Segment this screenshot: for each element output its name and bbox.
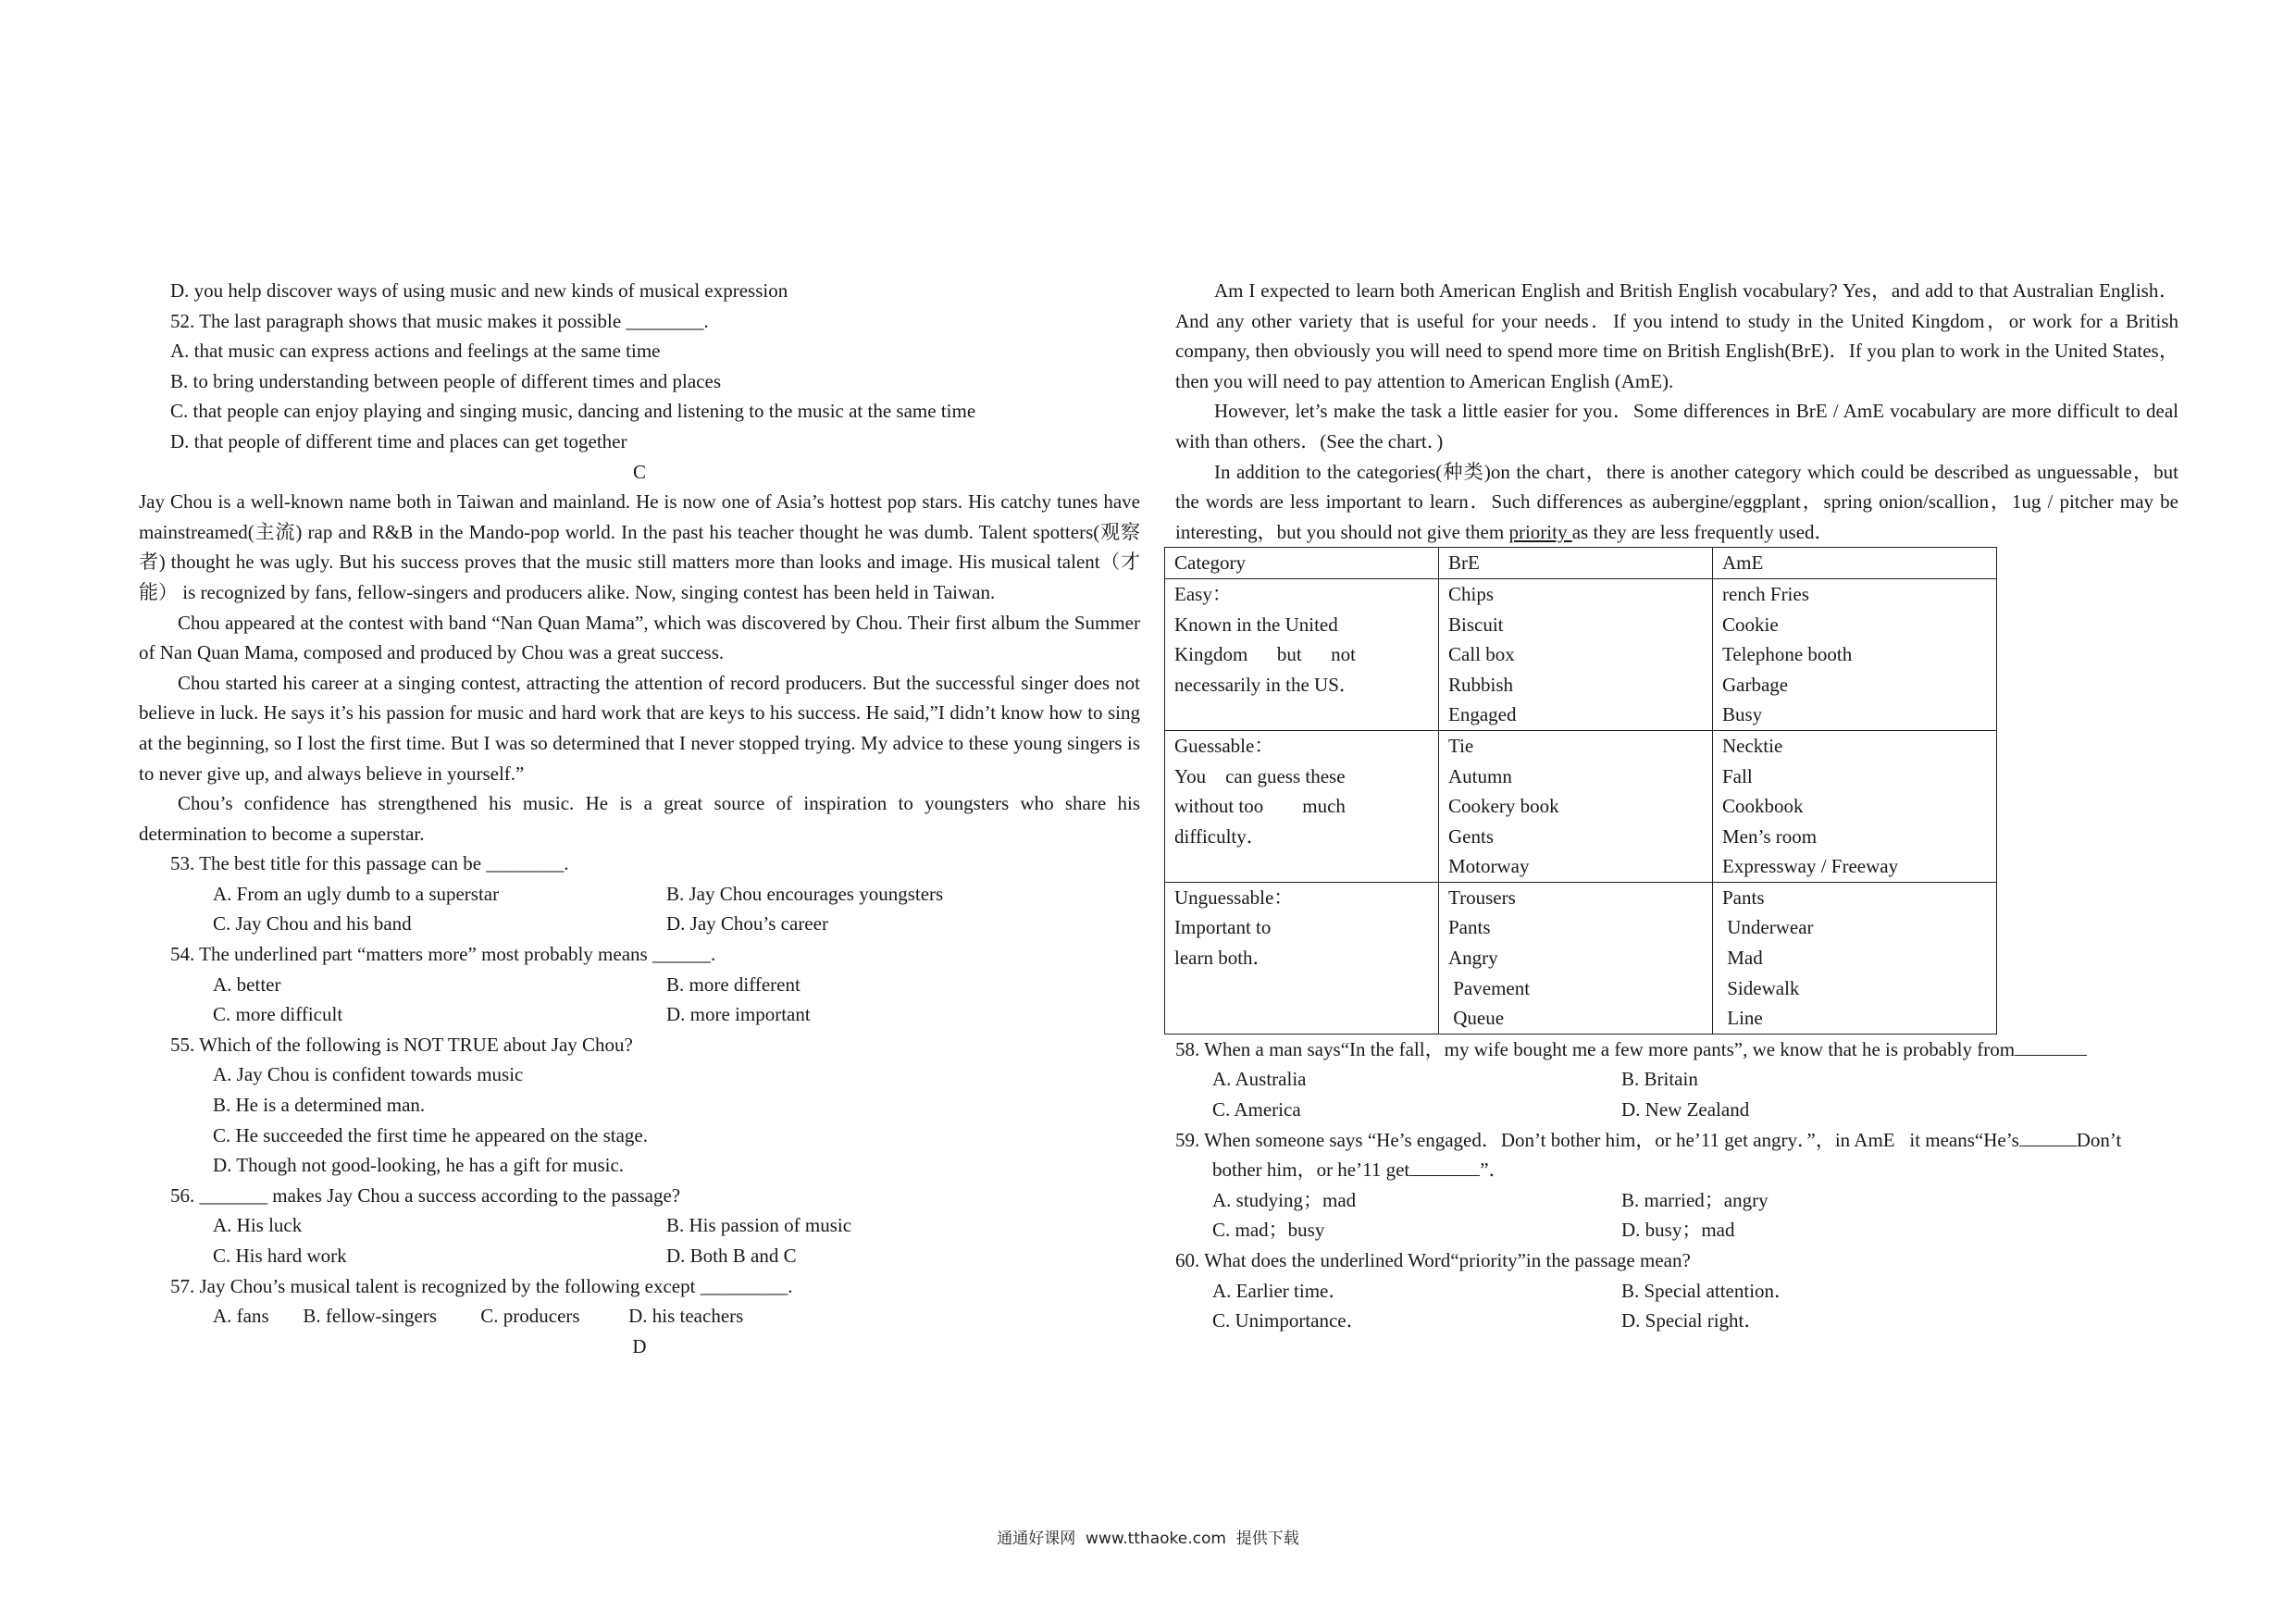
header-category: Category — [1165, 548, 1439, 579]
cell-line: Important to — [1174, 916, 1272, 939]
q59-option-d: D. busy；mad — [1621, 1219, 1735, 1242]
q56-stem: 56. _______ makes Jay Chou a success according to the passage? — [170, 1183, 681, 1207]
passage-paragraph-4: Chou’s confidence has strengthened his music. He is a great source of inspiration to youngsters who share his determination to become a superstar. — [139, 792, 1140, 845]
q58-option-b: B. Britain — [1621, 1068, 1698, 1091]
q53-stem: 53. The best title for this passage can be ________. — [170, 852, 569, 875]
cell-line: Expressway / Freeway — [1722, 855, 1899, 878]
cell-line: Sidewalk — [1722, 976, 1800, 999]
q54-options-row-1 — [139, 970, 1140, 1000]
q56-option-d: D. Both B and C — [666, 1245, 797, 1267]
q53-option-c: C. Jay Chou and his band — [213, 912, 412, 935]
category-cell — [1165, 578, 1439, 730]
intro-paragraph-2: However, let’s make the task a little easier for you．Some differences in BrE / AmE vocabulary are more difficult to deal with than others．(See the chart．) — [1175, 400, 2178, 452]
cell-line: Telephone booth — [1722, 643, 1853, 666]
table-row-easy — [1165, 578, 1997, 730]
q59-stem: 59. When someone says “He’s engaged．Don’t bother him，or he’11 get angry．”，in AmE it means“He’s Don’t — [1175, 1128, 2122, 1151]
cell-line: You can guess these — [1174, 764, 1346, 787]
cell-line: Known in the United — [1174, 613, 1338, 636]
q54-option-b: B. more different — [666, 973, 800, 996]
q58-option-a: A. Australia — [1212, 1068, 1307, 1091]
q54-option-d: D. more important — [666, 1003, 811, 1026]
cell-line: Autumn — [1448, 764, 1512, 787]
q60-option-c: C. Unimportance． — [1212, 1309, 1366, 1332]
q59-options-row-2 — [1175, 1215, 2178, 1245]
q53-options-row-2 — [139, 909, 1140, 939]
cell-line: without too much — [1174, 795, 1346, 818]
q52-option-a: A. that music can express actions and feelings at the same time — [170, 340, 661, 363]
cell-line: Motorway — [1448, 855, 1530, 878]
q52-option-b: B. to bring understanding between people of different times and places — [170, 369, 722, 392]
q51-option-d: D. you help discover ways of using music and new kinds of musical expression — [170, 279, 788, 302]
cell-line: Engaged — [1448, 703, 1517, 726]
table-row-guessable — [1165, 730, 1997, 882]
answer-blank — [2015, 1036, 2087, 1056]
q60-option-a: A. Earlier time． — [1212, 1279, 1348, 1302]
bre-cell — [1439, 730, 1713, 882]
section-c-heading: C — [632, 460, 646, 483]
ame-cell — [1713, 882, 1997, 1034]
ame-cell — [1713, 578, 1997, 730]
category-cell — [1165, 882, 1439, 1034]
cell-line: Pants — [1722, 886, 1765, 909]
cell-line: Mad — [1722, 947, 1763, 970]
cell-line: Men’s room — [1722, 824, 1818, 848]
cell-line: difficulty． — [1174, 824, 1266, 848]
cell-line: Busy — [1722, 703, 1763, 726]
q56-option-b: B. His passion of music — [666, 1214, 852, 1237]
intro-paragraph-1: Am I expected to learn both American English and British English vocabulary? Yes，and add to that Australian English．And any other variety that is useful for your needs．If you intend to study in the United Kingdom，or work for a British company, then obviously you will need to spend more time on British English(BrE)．If you plan to work in the United States，then you will need to pay attention to American English (AmE). — [1175, 279, 2178, 392]
vocabulary-comparison-table — [1164, 547, 1997, 1035]
cell-line: Cookery book — [1448, 795, 1559, 818]
table-row-unguessable — [1165, 882, 1997, 1034]
cell-line: Pavement — [1448, 976, 1531, 999]
q52-stem: 52. The last paragraph shows that music makes it possible ________. — [170, 309, 709, 332]
q52-option-d: D. that people of different time and places can get together — [170, 429, 627, 452]
cell-line: Call box — [1448, 643, 1515, 666]
passage-paragraph-2: Chou appeared at the contest with band “Nan Quan Mama”, which was discovered by Chou. Their first album the Summer of Nan Quan Mama, composed and produced by Chou was a great success. — [139, 611, 1140, 664]
q59-option-c: C. mad；busy — [1212, 1219, 1325, 1242]
q58-options-row-2 — [1175, 1095, 2178, 1125]
intro-paragraph-3: In addition to the categories(种类)on the chart，there is another category which could be described as unguessable，but the words are less important to learn．Such differences as aubergine/eggplant，spring onion/scallion，1ug / pitcher may be interesting，but you should not give them priority as they are less frequently used． — [1175, 460, 2178, 543]
q59-option-b: B. married；angry — [1621, 1188, 1769, 1211]
q54-stem: 54. The underlined part “matters more” most probably means ______. — [170, 943, 716, 966]
cell-line: Kingdom but not — [1174, 643, 1357, 666]
q53-option-a: A. From an ugly dumb to a superstar — [213, 882, 500, 905]
table-header-row — [1165, 548, 1997, 579]
q56-options-row-1 — [139, 1210, 1140, 1241]
q59-options-row-1 — [1175, 1185, 2178, 1216]
cell-line: Angry — [1448, 947, 1498, 970]
cell-line: Line — [1722, 1007, 1763, 1030]
q60-stem: 60. What does the underlined Word“priority”in the passage mean? — [1175, 1249, 1691, 1271]
q56-option-c: C. His hard work — [213, 1245, 347, 1267]
q54-options-row-2 — [139, 999, 1140, 1030]
cell-line: Chips — [1448, 582, 1495, 605]
q56-option-a: A. His luck — [213, 1214, 303, 1237]
q60-options-row-1 — [1175, 1276, 2178, 1307]
q58-option-d: D. New Zealand — [1621, 1098, 1750, 1121]
q55-option-a: A. Jay Chou is confident towards music — [213, 1063, 524, 1086]
cell-line: Tie — [1448, 734, 1474, 757]
q58-options-row-1 — [1175, 1064, 2178, 1095]
q57-options: A. fans B. fellow-singers C. producers D. his teachers — [213, 1305, 744, 1328]
q55-option-d: D. Though not good-looking, he has a gift for music. — [213, 1154, 625, 1177]
q57-stem: 57. Jay Chou’s musical talent is recognized by the following except _________. — [170, 1274, 793, 1297]
ame-cell — [1713, 730, 1997, 882]
answer-blank — [1409, 1157, 1480, 1176]
category-cell — [1165, 730, 1439, 882]
cell-line: Fall — [1722, 764, 1753, 787]
q52-option-c: C. that people can enjoy playing and singing music, dancing and listening to the music at the same time — [170, 400, 976, 423]
q54-option-c: C. more difficult — [213, 1003, 343, 1026]
cell-line: rench Fries — [1722, 582, 1809, 605]
page-footer: 通通好课网 www.tthaoke.com 提供下载 — [997, 1530, 1299, 1548]
header-bre: BrE — [1439, 548, 1713, 579]
cell-line: Pants — [1448, 916, 1491, 939]
q58-stem: 58. When a man says“In the fall，my wife bought me a few more pants”, we know that he is probably from — [1175, 1035, 2178, 1065]
cell-line: Trousers — [1448, 886, 1516, 909]
cell-line: Cookie — [1722, 613, 1779, 636]
q58-option-c: C. America — [1212, 1098, 1301, 1121]
q60-options-row-2 — [1175, 1306, 2178, 1336]
cell-line: Necktie — [1722, 734, 1783, 757]
right-column — [1175, 276, 2178, 1336]
cell-line: Easy： — [1174, 582, 1232, 605]
cell-line: Unguessable： — [1174, 886, 1294, 909]
q60-option-b: B. Special attention． — [1621, 1279, 1794, 1302]
bre-cell — [1439, 882, 1713, 1034]
cell-line: Underwear — [1722, 916, 1814, 939]
q53-option-b: B. Jay Chou encourages youngsters — [666, 882, 944, 905]
q53-option-d: D. Jay Chou’s career — [666, 912, 828, 935]
cell-line: learn both． — [1174, 947, 1272, 970]
q54-option-a: A. better — [213, 973, 281, 996]
q53-options-row-1 — [139, 879, 1140, 910]
answer-blank — [2019, 1127, 2077, 1146]
cell-line: Queue — [1448, 1007, 1505, 1030]
priority-underlined: priority — [1508, 520, 1572, 543]
cell-line: Cookbook — [1722, 795, 1804, 818]
cell-line: Guessable： — [1174, 734, 1274, 757]
q55-option-c: C. He succeeded the first time he appeared on the stage. — [213, 1123, 648, 1146]
passage-paragraph-1: Jay Chou is a well-known name both in Taiwan and mainland. He is now one of Asia’s hottest pop stars. His catchy tunes have mainstreamed(主流) rap and R&B in the Mando-pop world. In the past his teacher thought he was dumb. Talent spotters(观察者) thought he was ugly. But his success proves that the music still matters more than looks and image. His musical talent（才能） is recognized by fans, fellow-singers and producers alike. Now, singing contest has been held in Taiwan. — [139, 490, 1140, 603]
cell-line: Garbage — [1722, 673, 1789, 696]
section-d-heading: D — [632, 1334, 647, 1357]
cell-line: Biscuit — [1448, 613, 1504, 636]
q59-stem-continued: bother him，or he’11 get ”． — [1212, 1158, 1508, 1182]
cell-line: Rubbish — [1448, 673, 1514, 696]
bre-cell — [1439, 578, 1713, 730]
cell-line: necessarily in the US． — [1174, 673, 1359, 696]
q55-stem: 55. Which of the following is NOT TRUE about Jay Chou? — [170, 1033, 633, 1056]
passage-paragraph-3: Chou started his career at a singing contest, attracting the attention of record producers. But the successful singer does not believe in luck. He says it’s his passion for music and hard work that are keys to his success. He said,”I didn’t know how to sing at the beginning, so I lost the first time. But I was so determined that I never stopped trying. My advice to these young singers is to never give up, and always believe in yourself.” — [139, 671, 1140, 785]
left-column — [139, 276, 1140, 1361]
q59-option-a: A. studying；mad — [1212, 1188, 1357, 1211]
q56-options-row-2 — [139, 1241, 1140, 1271]
cell-line: Gents — [1448, 824, 1494, 848]
q60-option-d: D. Special right． — [1621, 1309, 1764, 1332]
header-ame: AmE — [1713, 548, 1997, 579]
q55-option-b: B. He is a determined man. — [213, 1094, 426, 1117]
